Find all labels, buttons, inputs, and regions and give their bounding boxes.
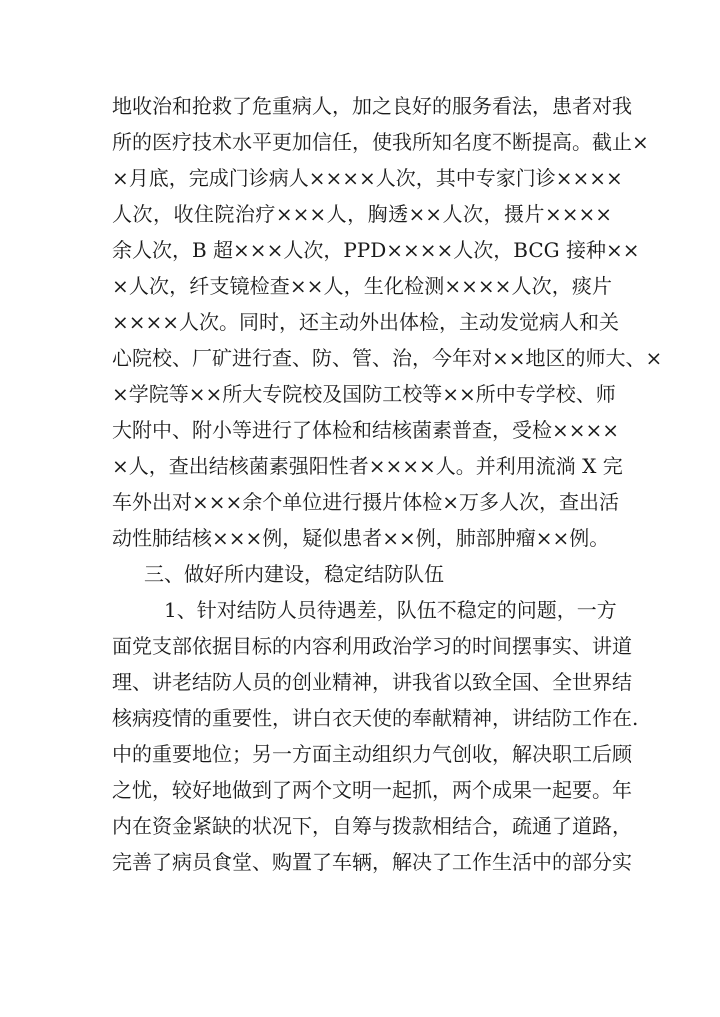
text-line: 车外出对×××余个单位进行摄片体检×万多人次，查出活 — [112, 490, 620, 514]
text-line: ×人次，纤支镜检查××人，生化检测××××人次，痰片 — [112, 274, 612, 298]
text-line: 大附中、附小等进行了体检和结核菌素普查，受检×××× — [112, 418, 620, 442]
text-line: 心院校、厂矿进行查、防、管、治，今年对××地区的师大、× — [112, 346, 663, 370]
text-line: 面党支部依据目标的内容利用政治学习的时间摆事实、讲道 — [112, 634, 632, 658]
text-line: 内在资金紧缺的状况下，自筹与拨款相结合，疏通了道路， — [112, 814, 632, 838]
text-line: ×学院等××所大专院校及国防工校等××所中专学校、师 — [112, 382, 616, 406]
text-line: 人次，收住院治疗×××人，胸透××人次，摄片×××× — [112, 202, 612, 226]
text-line: ×人，查出结核菌素强阳性者××××人。并利用流淌 X 完 — [112, 454, 623, 478]
text-line: 所的医疗技术水平更加信任，使我所知名度不断提高。截止× — [112, 130, 649, 154]
text-line: 余人次，B 超×××人次，PPD××××人次，BCG 接种×× — [112, 238, 640, 262]
text-line: 之忧，较好地做到了两个文明一起抓，两个成果一起要。年 — [112, 778, 632, 802]
section-heading: 三、做好所内建设，稳定结防队伍 — [144, 562, 444, 586]
text-line: 理、讲老结防人员的创业精神，讲我省以致全国、全世界结 — [112, 670, 632, 694]
text-line: 地收治和抢救了危重病人，加之良好的服务看法，患者对我 — [112, 94, 632, 118]
text-line: 中的重要地位；另一方面主动组织力气创收，解决职工后顾 — [112, 742, 632, 766]
text-line: 1、针对结防人员待遇差，队伍不稳定的问题，一方 — [164, 598, 617, 622]
text-line: 核病疫情的重要性，讲白衣天使的奉献精神，讲结防工作在. — [112, 706, 639, 730]
text-line: ××××人次。同时，还主动外出体检，主动发觉病人和关 — [112, 310, 620, 334]
text-line: ×月底，完成门诊病人××××人次，其中专家门诊×××× — [112, 166, 623, 190]
text-line: 动性肺结核×××例，疑似患者××例，肺部肿瘤××例。 — [112, 526, 610, 550]
text-line: 完善了病员食堂、购置了车辆，解决了工作生活中的部分实 — [112, 850, 632, 874]
body-text — [112, 88, 663, 880]
